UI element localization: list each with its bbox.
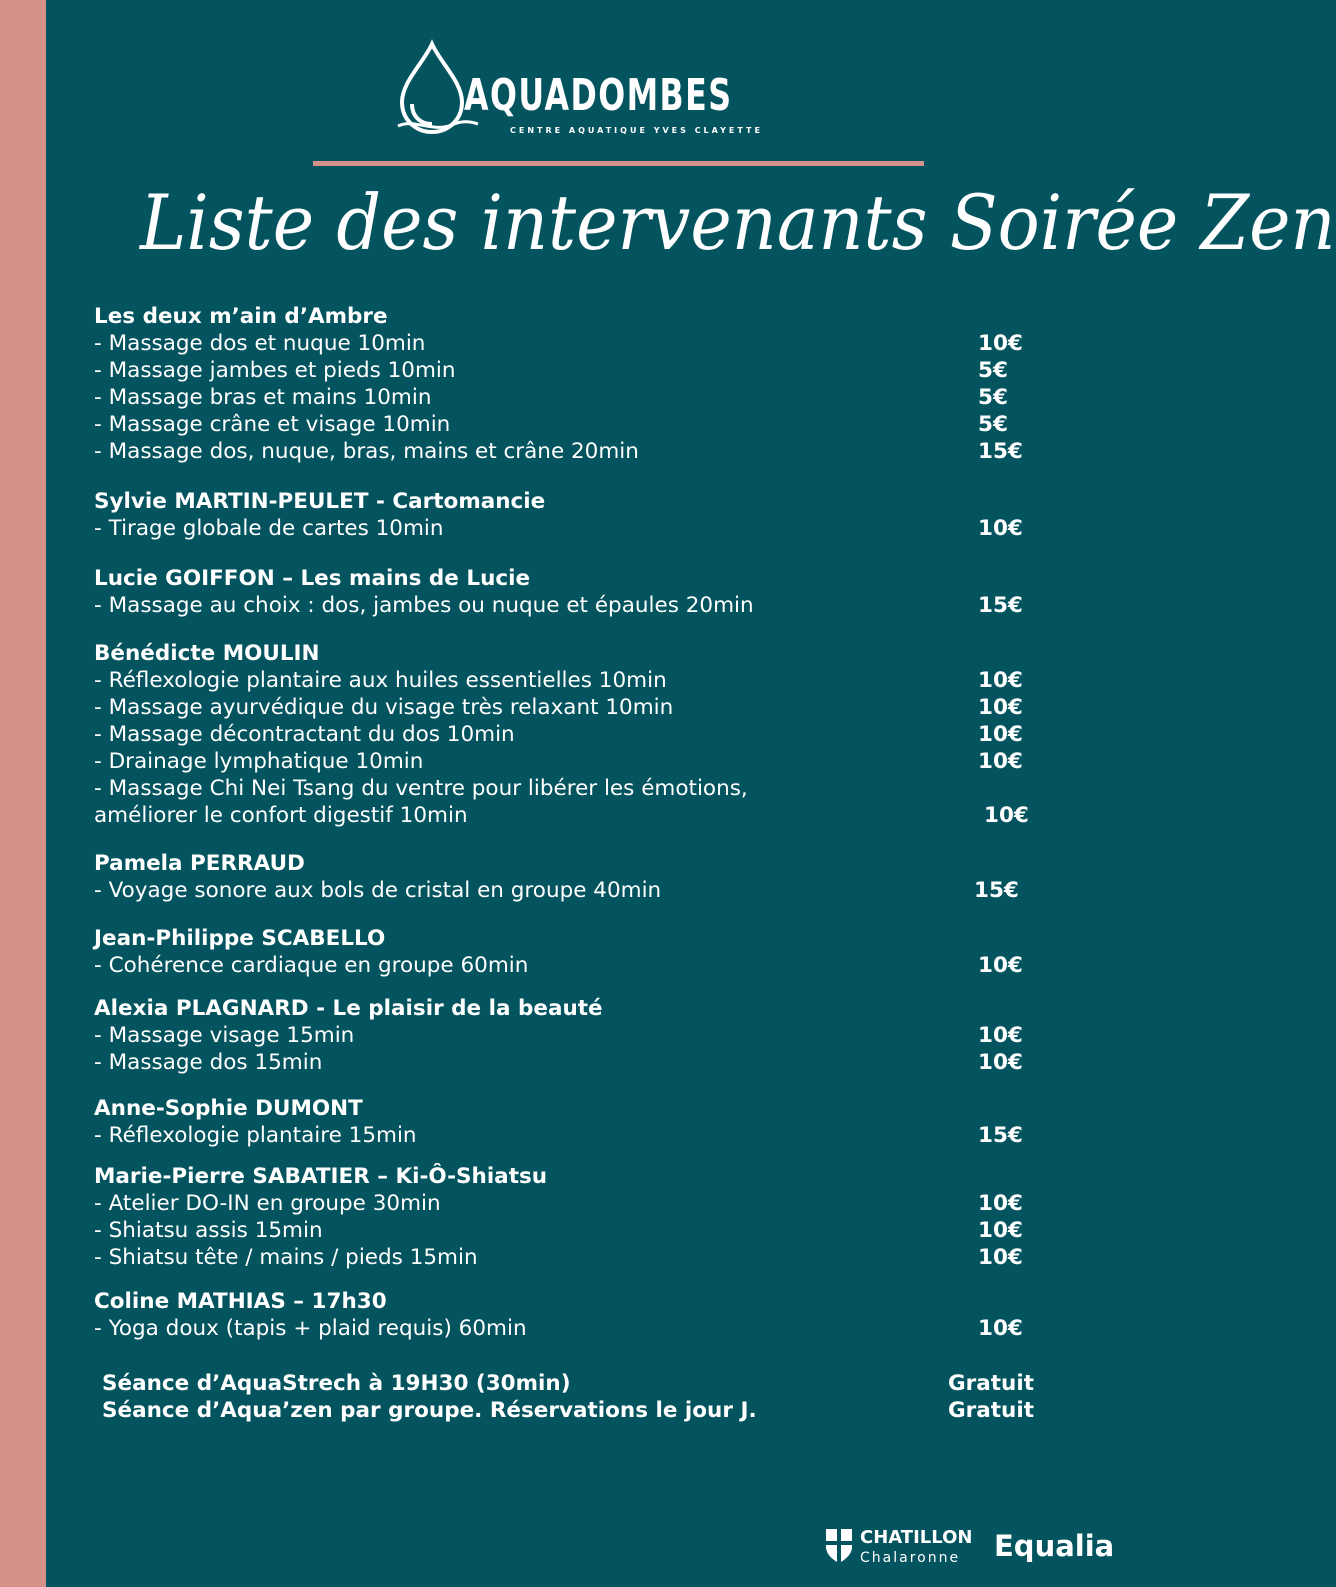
service-price: 10€ xyxy=(978,516,1023,541)
service-name: - Massage dos, nuque, bras, mains et crâne 20min xyxy=(94,439,639,464)
service-price: 10€ xyxy=(978,722,1023,747)
service-price: 10€ xyxy=(978,695,1023,720)
service-name: - Massage visage 15min xyxy=(94,1023,355,1048)
service-name: - Massage ayurvédique du visage très relaxant 10min xyxy=(94,695,674,720)
service-name: - Massage jambes et pieds 10min xyxy=(94,358,456,383)
practitioner-heading xyxy=(94,1288,1034,1315)
service-price: 15€ xyxy=(978,439,1023,464)
practitioner-name: Pamela PERRAUD xyxy=(94,851,305,876)
practitioner-heading xyxy=(94,640,1034,667)
partner-logos xyxy=(824,1523,1114,1573)
service-price: 10€ xyxy=(978,1218,1023,1243)
service-name: - Atelier DO-IN en groupe 30min xyxy=(94,1191,441,1216)
service-name: - Tirage globale de cartes 10min xyxy=(94,516,444,541)
service-name: - Yoga doux (tapis + plaid requis) 60min xyxy=(94,1316,527,1341)
brand-name: AQUADOMBES xyxy=(464,70,733,121)
equalia-logo: Equalia xyxy=(994,1529,1115,1563)
practitioner-name: Bénédicte MOULIN xyxy=(94,641,320,666)
practitioner-heading xyxy=(94,303,1034,330)
service-name: - Shiatsu tête / mains / pieds 15min xyxy=(94,1245,478,1270)
service-price: 15€ xyxy=(978,1123,1023,1148)
aqua-session-price: Gratuit xyxy=(948,1371,1034,1396)
service-price: 10€ xyxy=(978,1050,1023,1075)
service-name: - Réflexologie plantaire aux huiles essentielles 10min xyxy=(94,668,667,693)
service-row xyxy=(94,694,1034,721)
practitioner-heading xyxy=(94,850,1034,877)
service-price: 10€ xyxy=(978,1316,1023,1341)
chalaronne-name: Chalaronne xyxy=(860,1550,961,1566)
service-name: - Shiatsu assis 15min xyxy=(94,1218,323,1243)
service-price: 10€ xyxy=(978,1191,1023,1216)
practitioner-heading xyxy=(94,488,1034,515)
service-price: 10€ xyxy=(984,803,1029,828)
practitioner-heading xyxy=(94,1095,1034,1122)
practitioner-heading xyxy=(94,1163,1034,1190)
service-row xyxy=(94,1315,1034,1342)
service-row xyxy=(94,384,1034,411)
service-name: - Massage bras et mains 10min xyxy=(94,385,432,410)
service-row xyxy=(94,1217,1034,1244)
aqua-session-row xyxy=(102,1397,1042,1424)
practitioner-heading xyxy=(94,995,1034,1022)
service-name: - Massage au choix : dos, jambes ou nuque et épaules 20min xyxy=(94,593,754,618)
practitioner-name: Lucie GOIFFON – Les mains de Lucie xyxy=(94,566,531,591)
aqua-session-name: Séance d’Aqua’zen par groupe. Réservations le jour J. xyxy=(102,1398,757,1423)
service-name: améliorer le confort digestif 10min xyxy=(94,803,468,828)
practitioner-heading xyxy=(94,565,1034,592)
service-row xyxy=(94,748,1034,775)
practitioner-name: Anne-Sophie DUMONT xyxy=(94,1096,363,1121)
page-title: Liste des intervenants Soirée Zen xyxy=(140,178,1336,267)
service-price: 5€ xyxy=(978,385,1008,410)
service-price: 10€ xyxy=(978,331,1023,356)
service-row xyxy=(94,411,1034,438)
service-row xyxy=(94,1022,1034,1049)
service-price: 5€ xyxy=(978,412,1008,437)
service-row xyxy=(94,952,1034,979)
service-price: 10€ xyxy=(978,668,1023,693)
brand-tagline: CENTRE AQUATIQUE YVES CLAYETTE xyxy=(510,126,763,135)
service-row xyxy=(94,667,1034,694)
service-name: - Voyage sonore aux bols de cristal en groupe 40min xyxy=(94,878,662,903)
side-stripe xyxy=(0,0,46,1587)
aqua-session-name: Séance d’AquaStrech à 19H30 (30min) xyxy=(102,1371,571,1396)
practitioner-name: Coline MATHIAS – 17h30 xyxy=(94,1289,387,1314)
service-name: - Massage crâne et visage 10min xyxy=(94,412,451,437)
shield-icon xyxy=(824,1527,854,1565)
practitioner-name: Les deux m’ain d’Ambre xyxy=(94,304,388,329)
service-row xyxy=(94,1190,1034,1217)
aquadombes-logo xyxy=(398,40,763,140)
practitioner-name: Jean-Philippe SCABELLO xyxy=(94,926,386,951)
service-row xyxy=(94,592,1034,619)
practitioner-heading xyxy=(94,925,1034,952)
service-name: - Massage dos et nuque 10min xyxy=(94,331,426,356)
title-rule xyxy=(313,161,924,166)
service-price: 10€ xyxy=(978,1245,1023,1270)
service-name: - Massage décontractant du dos 10min xyxy=(94,722,515,747)
service-row xyxy=(94,357,1034,384)
service-row xyxy=(94,438,1034,465)
practitioner-name: Alexia PLAGNARD - Le plaisir de la beauté xyxy=(94,996,603,1021)
service-row xyxy=(94,330,1034,357)
service-price: 10€ xyxy=(978,749,1023,774)
service-row xyxy=(94,775,1034,802)
service-row xyxy=(94,515,1034,542)
service-name: - Massage dos 15min xyxy=(94,1050,323,1075)
service-row xyxy=(94,802,1034,829)
service-price: 10€ xyxy=(978,953,1023,978)
service-price: 15€ xyxy=(978,593,1023,618)
aqua-session-price: Gratuit xyxy=(948,1398,1034,1423)
service-row xyxy=(94,1122,1034,1149)
service-name: - Drainage lymphatique 10min xyxy=(94,749,424,774)
service-row xyxy=(94,1049,1034,1076)
service-row xyxy=(94,721,1034,748)
service-price: 5€ xyxy=(978,358,1008,383)
practitioner-name: Marie-Pierre SABATIER – Ki-Ô-Shiatsu xyxy=(94,1164,548,1189)
service-row xyxy=(94,877,1034,904)
service-name: - Massage Chi Nei Tsang du ventre pour libérer les émotions, xyxy=(94,776,748,801)
service-name: - Réflexologie plantaire 15min xyxy=(94,1123,417,1148)
service-price: 10€ xyxy=(978,1023,1023,1048)
service-price: 15€ xyxy=(974,878,1019,903)
aqua-session-row xyxy=(102,1370,1042,1397)
chatillon-name: CHATILLON xyxy=(860,1527,973,1548)
practitioner-name: Sylvie MARTIN-PEULET - Cartomancie xyxy=(94,489,546,514)
service-row xyxy=(94,1244,1034,1271)
service-name: - Cohérence cardiaque en groupe 60min xyxy=(94,953,529,978)
